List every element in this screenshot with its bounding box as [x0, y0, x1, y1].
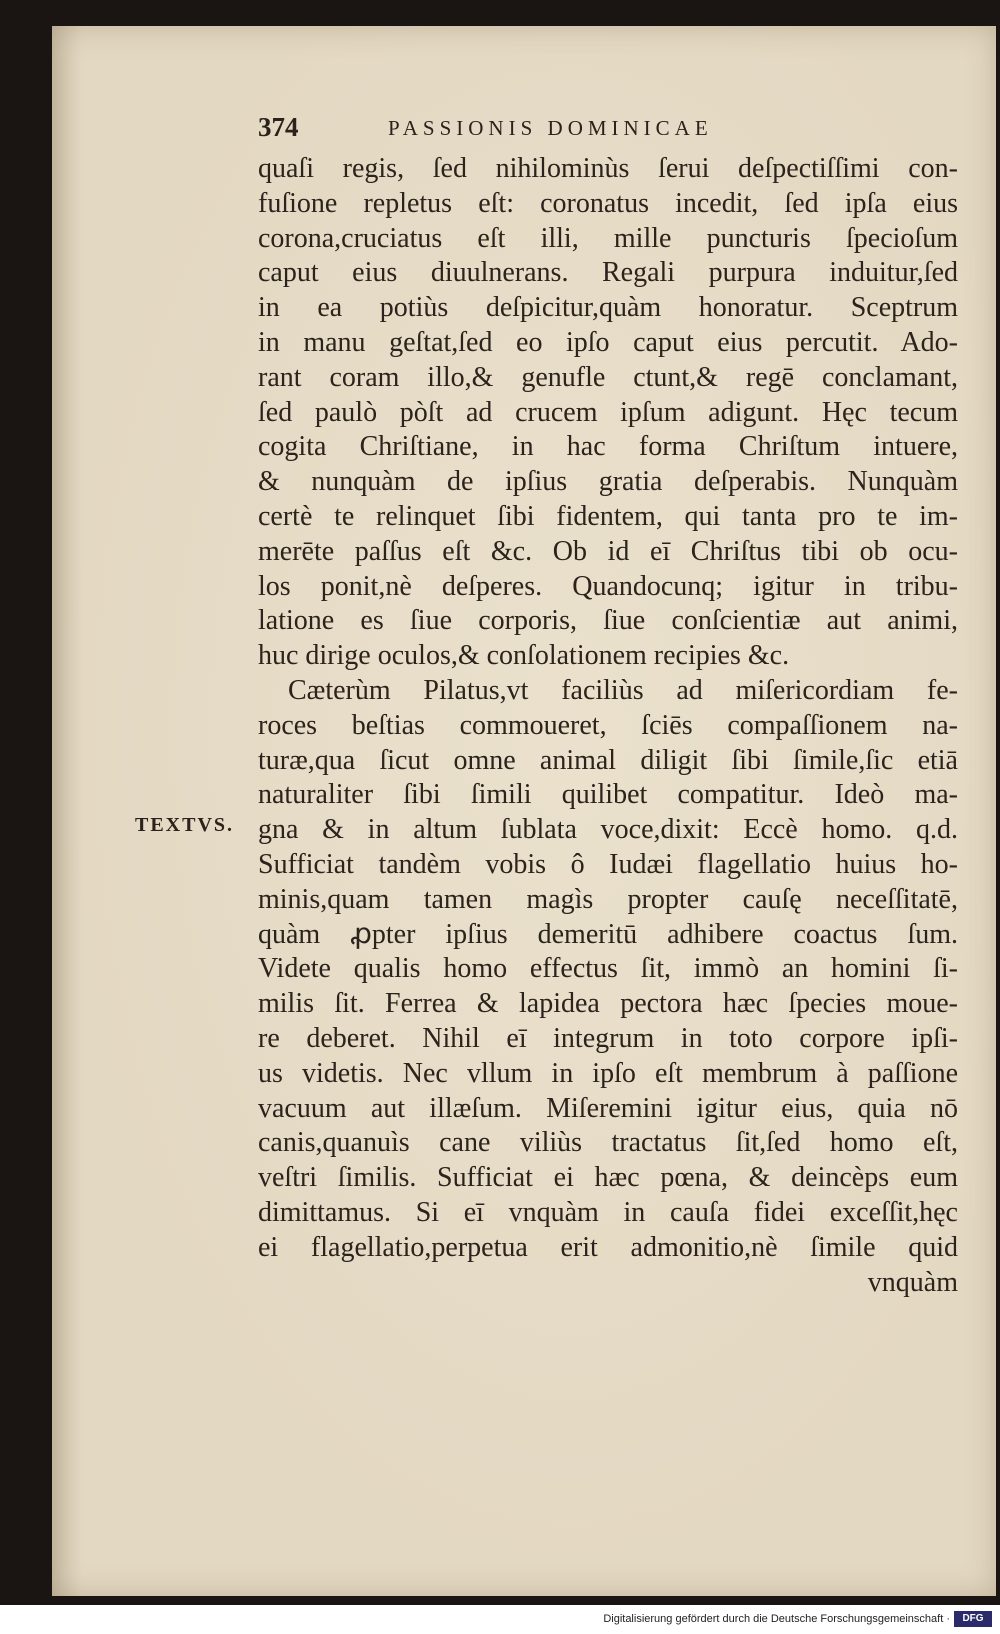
page-number: 374 — [258, 112, 299, 142]
text-line: caput eius diuulnerans. Regali purpura induitur,ſed — [258, 257, 958, 289]
text-line: dimittamus. Si eī vnquàm in cauſa fidei exceſſit,hęc — [258, 1196, 958, 1228]
text-line: milis ſit. Ferrea & lapidea pectora hæc ſpecies moue- — [258, 988, 958, 1020]
text-line: merēte paſſus eſt &c. Ob id eī Chriſtus tibi ob ocu- — [258, 535, 958, 567]
text-line: Videte qualis homo effectus ſit, immò an homini ſi- — [258, 953, 958, 985]
text-line: ei flagellatio,perpetua erit admonitio,nè ſimile quid — [258, 1231, 958, 1263]
text-line: quaſi regis, ſed nihilominùs ſerui deſpectiſſimi con- — [258, 153, 958, 184]
text-line: corona,cruciatus eſt illi, mille puncturis ſpecioſum — [258, 222, 958, 254]
text-line: certè te relinquet ſibi fidentem, qui tanta pro te im- — [258, 500, 958, 532]
page-header — [258, 112, 818, 148]
running-head: PASSIONIS DOMINICAE — [388, 116, 713, 140]
footer-credit: Digitalisierung gefördert durch die Deutsche Forschungsgemeinschaft · — [603, 1613, 950, 1625]
text-line: & nunquàm de ipſius gratia deſperabis. Nunquàm — [258, 466, 958, 498]
catchword: vnquàm — [867, 1266, 958, 1298]
text-line: latione es ſiue corporis, ſiue conſcientiæ aut animi, — [258, 605, 958, 637]
text-line: quàm ꝓpter ipſius demeritū adhibere coactus ſum. — [258, 918, 958, 950]
text-line: us videtis. Nec vllum in ipſo eſt membrum à paſſione — [258, 1057, 958, 1089]
text-line: minis,quam tamen magìs propter cauſę neceſſitatē, — [258, 883, 958, 915]
text-line: re deberet. Nihil eī integrum in toto corpore ipſi- — [258, 1022, 958, 1054]
text-line: cogita Chriſtiane, in hac forma Chriſtum intuere, — [258, 431, 958, 463]
text-line: naturaliter ſibi ſimili quilibet compatitur. Ideò ma- — [258, 779, 958, 811]
marginal-note: TEXTVS. — [135, 814, 235, 836]
text-line: huc dirige oculos,& conſolationem recipies &c. — [258, 640, 790, 672]
text-line: in ea potiùs deſpicitur,quàm honoratur. Sceptrum — [258, 292, 958, 324]
text-line: los ponit,nè deſperes. Quandocunq; igitur in tribu- — [258, 570, 958, 602]
text-line: veſtri ſimilis. Sufficiat ei hæc pœna, & deincèps eum — [258, 1162, 958, 1194]
text-line: Sufficiat tandèm vobis ô Iudæi flagellatio huius ho- — [258, 848, 958, 880]
text-line: rant coram illo,& genufle ctunt,& regē conclamant, — [258, 361, 958, 393]
text-line: roces beſtias commoueret, ſciēs compaſſionem na- — [258, 709, 958, 741]
text-line: ſed paulò pòſt ad crucem ipſum adigunt. Hęc tecum — [258, 396, 958, 428]
text-line: canis,quanuìs cane viliùs tractatus ſit,ſed homo eſt, — [258, 1127, 958, 1159]
dfg-logo: DFG — [954, 1611, 992, 1627]
body-text — [258, 152, 958, 1300]
text-line: Cæterùm Pilatus,vt faciliùs ad miſericordiam fe- — [288, 674, 958, 706]
text-line: fuſione repletus eſt: coronatus incedit, ſed ipſa eius — [258, 187, 958, 219]
text-line: vacuum aut illæſum. Miſeremini igitur eius, quia nō — [258, 1092, 958, 1124]
text-line: turæ,qua ſicut omne animal diligit ſibi ſimile,ſic etiā — [258, 744, 958, 776]
text-line: in manu geſtat,ſed eo ipſo caput eius percutit. Ado- — [258, 326, 958, 358]
text-line: gna & in altum ſublata voce,dixit: Eccè homo. q.d. — [258, 814, 958, 846]
